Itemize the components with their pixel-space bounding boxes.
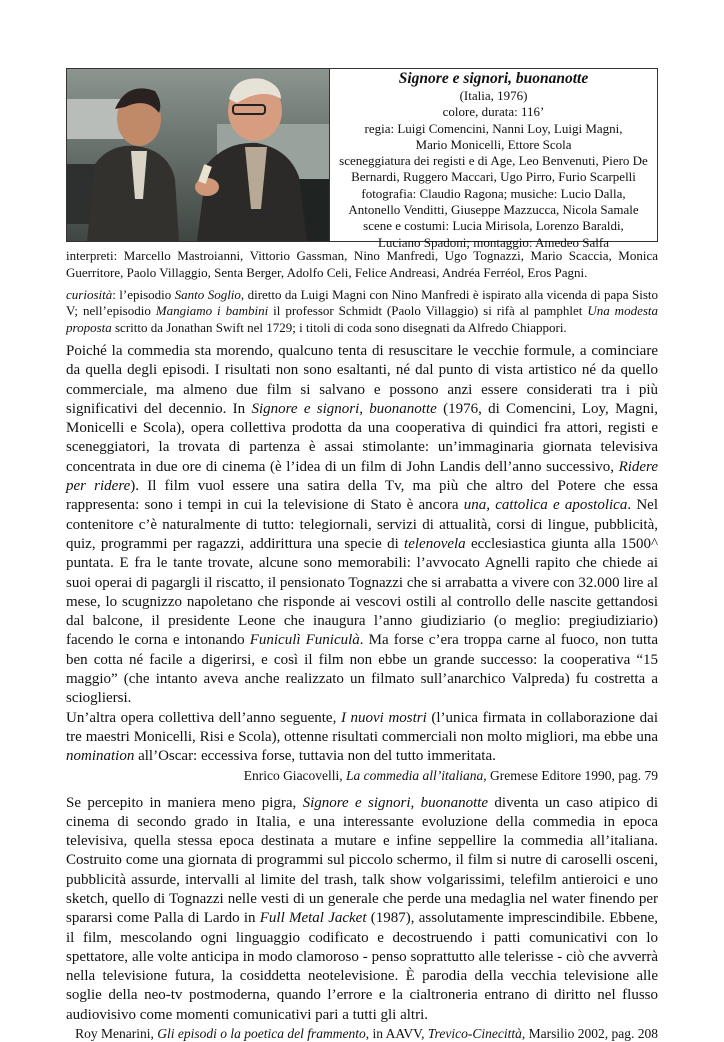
- document-page: [66, 68, 658, 1042]
- text-run: (1976, di Comencini, Loy, Magni, Monicelli e Scola), opera collettiva prodotta da una cooperativa di quindici fra attori, registi e sceneggiatori, la trovata di partenza è assai stimolante: un’immaginaria giornata televisiva concentrata in due ore di cinema (è l’idea di un film di John Landis dell’anno successivo,: [66, 400, 658, 475]
- text-run: (l’unica firmata in collaborazione dai tre maestri Monicelli, Risi e Scola), ottenne risultati commerciali non molto migliori, ma ebbe una: [66, 709, 658, 745]
- episode-title: Santo Soglio: [174, 286, 241, 302]
- film-screenplay-line: sceneggiatura dei registi e di Age, Leo Benvenuti, Piero De: [339, 153, 648, 169]
- citation-author: Enrico Giacovelli,: [243, 767, 347, 783]
- text-run: all’Oscar: eccessiva forse, tuttavia non del tutto immeritata.: [134, 748, 496, 765]
- citation-details: , Gremese Editore 1990, pag. 79: [483, 767, 658, 783]
- film-title-ref: Ridere per ridere: [66, 458, 658, 495]
- emphasis: nomination: [66, 748, 135, 765]
- citation-details: , Marsilio 2002, pag. 208: [521, 1026, 658, 1042]
- citation-details: , in AAVV,: [365, 1026, 428, 1042]
- citation-book-title: La commedia all’italiana: [346, 767, 484, 783]
- film-credits: [330, 69, 657, 250]
- film-title-ref: Full Metal Jacket: [259, 910, 367, 927]
- film-country-year: (Italia, 1976): [459, 88, 528, 103]
- film-music-line: Antonello Venditti, Giuseppe Mazzucca, Nicola Samale: [348, 202, 639, 218]
- text-run: Se percepito in maniera meno pigra,: [66, 794, 303, 811]
- episode-title: Mangiamo i bambini: [155, 303, 269, 319]
- trivia-text: , diretto da Luigi Magni con Nino Manfredi è ispirato alla vicenda di papa Sisto V; nell’episodio: [66, 286, 658, 319]
- film-title-ref: Signore e signori, buonanotte: [302, 794, 489, 811]
- text-run: ecclesiastica giunta alla 1500^ puntata. E fra le tante trovate, alcune sono memorabili: l’avvocato Agnelli rapito che chiede ai suoi operai di pagargli il riscatto, il pensionato Tognazzi che si arrabatta a vivere con 32.000 lire al mese, lo scugnizzo napoletano che risponde ai vescovi ostili al controllo delle nascite gettandosi dal balcone, il presidente Leone che inaugura l’anno giudiziario (o meglio: pregiudiziario) facendo le corna e intonando: [66, 535, 658, 649]
- trivia-label: curiosità: [66, 286, 113, 302]
- film-direction-line: regia: Luigi Comencini, Nanni Loy, Luigi Magni,: [364, 120, 623, 136]
- text-run: diventa un caso atipico di cinema di secondo grado in Italia, e una interessante evoluzione della commedia in epoca televisiva, quella stessa epoca destinata a mutare e infine seppellire la commedia all’italiana. Costruito come una giornata di programmi sul piccolo schermo, il film si nutre di caroselli osceni, pubblicità assurde, intervalli al limite del trash, talk show volgarissimi, telefilm antieroici e uno sketch, quello di Tognazzi nelle vesti di un generale che perde una medaglia nel water finendo per spararsi come Palla di Lardo in: [66, 794, 658, 927]
- citation-author: Roy Menarini,: [75, 1026, 158, 1042]
- film-title: Signore e signori, buonanotte: [398, 70, 589, 87]
- cast-paragraph: interpreti: Marcello Mastroianni, Vittorio Gassman, Nino Manfredi, Ugo Tognazzi, Mario Scaccia, Monica Guerritore, Paolo Villaggio, Senta Berger, Adolfo Celi, Felice Andreasi, Andréa Ferréol, Eros Pagni.: [66, 248, 658, 280]
- text-run: . Ma forse c’era troppa carne al fuoco, non tutta ben cotta né facile a digerirsi, e così il film non ebbe un grande successo: la cooperativa “15 maggio” (che intanto aveva anche realizzato un filmato sull’anarchico Valpreda) fu costretta a sciogliersi.: [66, 632, 658, 707]
- citation-book-title: Trevico-Cinecittà: [427, 1026, 522, 1042]
- text-run: ). Il film vuol essere una satira della Tv, ma più che altro del Potere che essa rappresenta: sono i tempi in cui la televisione di Stato è ancora: [66, 478, 658, 514]
- review-paragraph: [66, 794, 658, 1026]
- film-info-card: [66, 68, 658, 250]
- song-title: Funiculì Funiculà: [249, 632, 360, 649]
- review-paragraph: [66, 342, 658, 709]
- film-photography-music-line: fotografia: Claudio Ragona; musiche: Lucio Dalla,: [361, 185, 626, 201]
- film-direction-line: Mario Monicelli, Ettore Scola: [415, 136, 572, 152]
- trivia-paragraph: [66, 287, 658, 337]
- film-title-ref: I nuovi mostri: [340, 709, 427, 726]
- film-still-image: [67, 69, 329, 241]
- trivia-text: : l’episodio: [112, 286, 175, 302]
- text-run: Un’altra opera collettiva dell’anno seguente,: [66, 709, 341, 726]
- review-menarini: [66, 794, 658, 1042]
- film-editing-line: Luciano Spadoni; montaggio: Amedeo Salfa: [377, 234, 610, 250]
- trivia-text: scritto da Jonathan Swift nel 1729; i titoli di coda sono disegnati da Alfredo Chiappori.: [111, 320, 567, 336]
- emphasis: telenovela: [404, 535, 466, 552]
- review-paragraph: [66, 709, 658, 767]
- film-color-duration: colore, durata: 116’: [442, 104, 545, 120]
- text-run: . Nel contenitore c’è naturalmente di tutto: telegiornali, servizi di attualità, corsi di lingue, pubblicità, quiz, programmi per ragazzi, addirittura una specie di: [66, 497, 658, 552]
- text-run: (1987), assolutamente imprescindibile. Ebbene, il film, mescolando ogni linguaggio codificato e decostruendo i patti comunicativi con lo spettatore, alle volte anticipa in modo clamoroso - penso soprattutto alle telerisse - ciò che avverrà nella televisione futura, la cosiddetta neotelevisione. È parodia della vecchia televisione alle soglie della neo-tv postmoderna, quando l’errore e la cialtroneria entrano di diritto nel flusso audiovisivo come momenti comunicativi pari a tutti gli altri.: [66, 910, 658, 1023]
- film-still-photo: [67, 69, 330, 241]
- trivia-text: il professor Schmidt (Paolo Villaggio) si rifà al pamphlet: [268, 303, 588, 319]
- text-run: Poiché la commedia sta morendo, qualcuno tenta di resuscitare le vecchie formule, a cominciare da quella degli episodi. I risultati non sono esaltanti, né dal punto di vista artistico né da quello commerciale, ma almeno due film si salvano e possono anzi essere considerati tra i più significativi del decennio. In: [66, 342, 658, 417]
- citation-essay-title: Gli episodi o la poetica del frammento: [157, 1026, 366, 1042]
- review-giacovelli: [66, 342, 658, 784]
- pamphlet-title: Una modesta proposta: [66, 303, 659, 336]
- emphasis: una, cattolica e apostolica: [463, 497, 628, 514]
- film-sets-costumes-line: scene e costumi: Lucia Mirisola, Lorenzo Baraldi,: [363, 218, 624, 234]
- citation-giacovelli: [66, 767, 658, 784]
- citation-menarini: [66, 1025, 658, 1042]
- film-title-ref: Signore e signori, buonanotte: [251, 400, 437, 417]
- film-metadata: [66, 248, 658, 337]
- film-screenplay-line: Bernardi, Ruggero Maccari, Ugo Pirro, Furio Scarpelli: [351, 169, 636, 185]
